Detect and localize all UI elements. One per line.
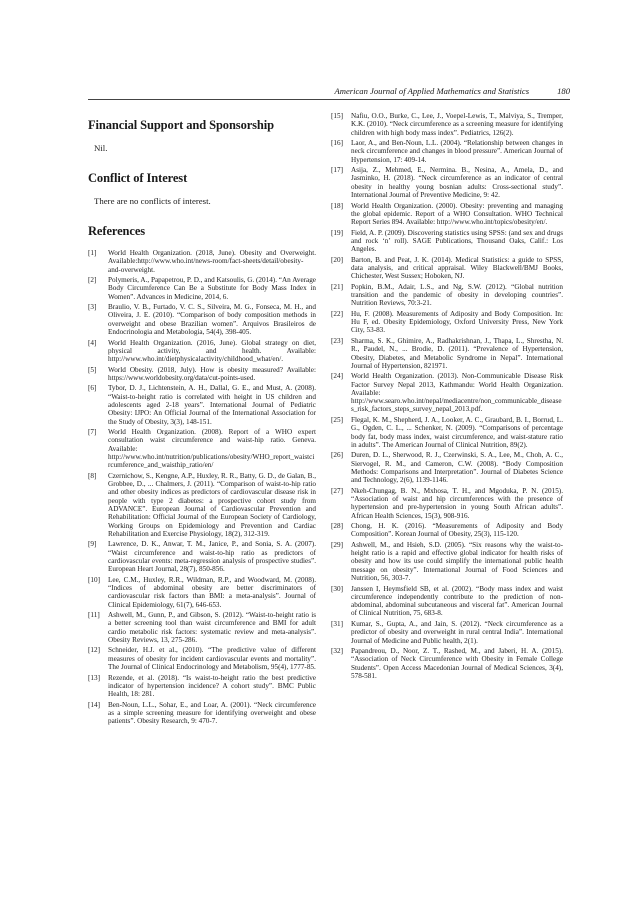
reference-item [88, 303, 316, 336]
reference-text: Rezende, et al. (2018). “Is waist-to-height ratio the best predictive indicator of hypertension incidence? A cohort study”. BMC Public Health, 18: 281. [108, 673, 316, 699]
reference-item [88, 576, 316, 609]
reference-item [331, 585, 563, 618]
reference-number: [11] [88, 611, 100, 620]
reference-item [331, 166, 563, 199]
reference-item [88, 472, 316, 538]
left-column [88, 112, 316, 728]
reference-text: Lee, C.M., Huxley, R.R., Wildman, R.P., and Woodward, M. (2008). “Indices of abdominal obesity are better discriminators of cardiovascular risk factors than BMI: a meta-analysis”. Journal of Clinical Epidemiology, 61(7), 646-653. [108, 575, 316, 609]
reference-text: Janssen I, Heymsfield SB, et al. (2002). “Body mass index and waist circumference independently contribute to the prediction of non-abdominal, abdominal subcutaneous and visceral fat”. American Journal of Clinical Nutrition, 75, 683-8. [351, 584, 563, 618]
reference-text: Ashwell, M., and Hsieh, S.D. (2005). “Six reasons why the waist-to-height ratio is a rapid and effective global indicator for health risks of obesity and how its use could simplify the international public health message on obesity”. International Journal of Food Sciences and Nutrition, 56, 303-7. [351, 540, 563, 583]
journal-title: American Journal of Applied Mathematics and Statistics [334, 86, 530, 96]
financial-text: Nil. [94, 143, 108, 153]
conflict-heading: Conflict of Interest [88, 171, 188, 185]
reference-item [331, 112, 563, 137]
reference-item [331, 139, 563, 164]
reference-number: [23] [331, 336, 343, 345]
reference-number: [28] [331, 522, 343, 531]
reference-item [331, 487, 563, 520]
reference-item [331, 522, 563, 539]
reference-text: Barton, B. and Peat, J. K. (2014). Medical Statistics: a guide to SPSS, data analysis, and critical appraisal. Wiley Blackwell/BMJ Books, Chichester, West Sussex; Hoboken, NJ. [351, 255, 563, 281]
reference-number: [13] [88, 673, 100, 682]
reference-item [88, 384, 316, 425]
reference-number: [20] [331, 255, 343, 264]
reference-item [88, 428, 316, 469]
reference-text: World Obesity. (2018, July). How is obesity measured? Available: https://www.worldobesity.org/data/cut-points-used. [108, 365, 316, 382]
reference-text: Nkeh-Chungag, B. N., Mxhosa, T. H., and Mgoduka, P. N. (2015). “Association of waist and hip circumferences with the presence of hypertension and pre-hypertension in young South African adults”. African Health Sciences, 15(3), 908-916. [351, 486, 563, 520]
reference-text: Duren, D. L., Sherwood, R. J., Czerwinski, S. A., Lee, M., Choh, A. C., Siervogel, R. M., and Cameron, C.W. (2008). “Body Composition Methods: Comparisons and Interpretation”. Journal of Diabetes Science and Technology, 2(6), 1139-1146. [351, 451, 563, 485]
reference-number: [26] [331, 451, 343, 460]
page-number: 180 [557, 86, 570, 96]
reference-item [331, 310, 563, 335]
reference-text: Braulio, V. B., Furtado, V. C. S., Silveira, M. G., Fonseca, M. H., and Oliveira, J. E. (2010). “Comparison of body composition methods in overweight and obese Brazilian women”. Arquivos Brasileiros de Endocrinologia and Metabologia, 54(4), 398-405. [108, 303, 316, 337]
reference-number: [22] [331, 309, 343, 318]
reference-item [331, 202, 563, 227]
reference-number: [21] [331, 282, 343, 291]
reference-item [331, 541, 563, 582]
reference-text: World Health Organization. (2000). Obesity: preventing and managing the global epidemic. Report of a WHO Consultation. WHO Technical Report Series 894. Available: http://www.who.int/topics/obesity/en/. [351, 201, 563, 227]
reference-text: Field, A. P. (2009). Discovering statistics using SPSS: (and sex and drugs and rock ‘n’ roll). SAGE Publications, Thousand Oaks, Calif.: Los Angeles. [351, 228, 563, 254]
reference-number: [12] [88, 646, 100, 655]
reference-text: Polymeris, A., Papapetrou, P. D., and Katsoulis, G. (2014). “An Average Body Circumference Can Be a Substitute for Body Mass Index in Women”. Advances in Medicine, 2014, 6. [108, 276, 316, 301]
reference-item [88, 249, 316, 274]
reference-number: [31] [331, 619, 343, 628]
conflict-text: There are no conflicts of interest. [94, 196, 211, 206]
reference-number: [15] [331, 112, 343, 120]
reference-text: Papandreou, D., Noor, Z. T., Rashed, M., and Jaberi, H. A. (2015). “Association of Neck Circumference with Obesity in Female College Students”. Open Access Macedonian Journal of Medical Sciences, 3(4), 578-581. [351, 647, 563, 680]
reference-item [88, 540, 316, 573]
reference-number: [14] [88, 700, 100, 709]
reference-number: [29] [331, 540, 343, 549]
reference-text: World Health Organization. (2018, June). Obesity and Overweight. Available:http://www.who.int/news-room/fact-sheets/detail/obesity-and-overweight. [108, 249, 316, 274]
reference-number: [4] [88, 338, 97, 347]
reference-text: Ben-Noun, L.L., Sohar, E., and Loar, A. (2001). “Neck circumference as a simple screening measure for identifying overweight and obese patients”. Obesity Research, 9: 470-7. [108, 700, 316, 726]
reference-number: [30] [331, 584, 343, 593]
reference-text: Chong, H. K. (2016). “Measurements of Adiposity and Body Composition”. Korean Journal of Obesity, 25(3), 115-120. [351, 522, 563, 539]
reference-item [331, 416, 563, 449]
reference-number: [6] [88, 384, 97, 393]
reference-item [88, 366, 316, 383]
reference-number: [3] [88, 303, 97, 312]
reference-item [88, 701, 316, 726]
reference-item [331, 620, 563, 645]
running-header [228, 86, 570, 96]
reference-number: [10] [88, 575, 100, 584]
reference-number: [25] [331, 415, 343, 424]
reference-text: Czernichow, S., Kengne, A.P., Huxley, R. R., Batty, G. D., de Galan, B., Grobbee, D., ... Chalmers, J. (2011). “Comparison of waist-to-hip ratio and other obesity indices as predictors of cardiovascular disease risk in people with type 2 diabetes: a prospective cohort study from ADVANCE”. European Journal of Cardiovascular Prevention and Rehabilitation: Official Journal of the European Society of Cardiology, Working Groups on Epidemiology and Prevention and Cardiac Rehabilitation and Exercise Physiology, 18(2), 312-319. [108, 471, 316, 538]
reference-number: [1] [88, 249, 97, 257]
reference-number: [32] [331, 647, 343, 655]
reference-item [331, 337, 563, 370]
reference-number: [18] [331, 201, 343, 210]
financial-heading: Financial Support and Sponsorship [88, 118, 275, 132]
reference-item [88, 674, 316, 699]
reference-text: World Health Organization. (2008). Report of a WHO expert consultation waist circumference and waist-hip ratio. Geneva. Available: http://www.who.int/nutrition/publications/obesity/WHO_report_waistcircumference_and_waisthip_ratio/en/ [108, 428, 316, 470]
reference-number: [2] [88, 276, 97, 285]
reference-text: World Health Organization. (2013). Non-Communicable Disease Risk Factor Survey Nepal 2013, Kathmandu: World Health Organization. Available: http://www.searo.who.int/nepal/mediacentre/non_communicable_diseases_risk_factors_steps_survey_nepal_2013.pdf. [351, 372, 563, 414]
reference-text: Flegal, K. M., Shepherd, J. A., Looker, A. C., Graubard, B. I., Borrud, L. G., Ogden, C. L., ... Schenker, N. (2009). “Comparisons of percentage body fat, body mass index, waist circumference, and waist-stature ratio in adults”. The American Journal of Clinical Nutrition, 89(2). [351, 415, 563, 449]
reference-number: [16] [331, 139, 343, 148]
reference-text: Ashwell, M., Gunn, P., and Gibson, S. (2012). “Waist-to-height ratio is a better screening tool than waist circumference and BMI for adult cardio metabolic risk factors: systematic review and meta-analysis”. Obesity Reviews, 13, 275-286. [108, 611, 316, 644]
reference-item [88, 611, 316, 644]
reference-number: [27] [331, 486, 343, 495]
reference-item [88, 276, 316, 301]
reference-text: Hu, F. (2008). Measurements of Adiposity and Body Composition. In: Hu F, ed. Obesity Epidemiology, Oxford University Press, New York City, 53-83. [351, 309, 563, 335]
reference-text: Lawrence, D. K., Anwar, T. M., Janice, P., and Sonia, S. A. (2007). “Waist circumference and waist-to-hip ratio as predictors of cardiovascular events: meta-regression analysis of prospective studies”. European Heart Journal, 28(7), 850-856. [108, 540, 316, 574]
reference-number: [19] [331, 228, 343, 237]
reference-item [331, 229, 563, 254]
reference-item [331, 283, 563, 308]
reference-item [331, 256, 563, 281]
reference-text: Laor, A., and Ben-Noun, L.L. (2004). “Relationship between changes in neck circumference and changes in blood pressure”. American Journal of Hypertension, 17: 409-14. [351, 139, 563, 164]
reference-text: World Health Organization. (2016, June). Global strategy on diet, physical activity, and health. Available: http://www.who.int/dietphysicalactivity/childhood_what/en/. [108, 338, 316, 364]
reference-text: Popkin, B.M., Adair, L.S., and Ng, S.W. (2012). “Global nutrition transition and the pandemic of obesity in developing countries”. Nutrition Reviews, 70:3-21. [351, 282, 563, 308]
reference-item [331, 647, 563, 680]
reference-item [88, 646, 316, 671]
reference-number: [8] [88, 471, 97, 480]
reference-text: Schneider, H.J. et al., (2010). “The predictive value of different measures of obesity for incident cardiovascular events and mortality”. The Journal of Clinical Endocrinology and Metabolism, 95(4), 1777-85. [108, 646, 316, 672]
reference-text: Tybor, D. J., Lichtenstein, A. H., Dallal, G. E., and Must, A. (2008). “Waist-to-height ratio is correlated with height in US children and adolescents aged 2-18 years”. International Journal of Pediatric Obesity: IJPO: An Official Journal of the International Association for the Study of Obesity, 3(3), 148-151. [108, 384, 316, 426]
reference-number: [24] [331, 372, 343, 381]
reference-text: Sharma, S. K., Ghimire, A., Radhakrishnan, J., Thapa, L., Shrestha, N. R., Paudel, N., ... Brodie, D. (2011). “Prevalence of Hypertension, Obesity, Diabetes, and Metabolic Syndrome in Nepal”. International Journal of Hypertension, 821971. [351, 336, 563, 370]
reference-number: [17] [331, 166, 343, 175]
reference-number: [7] [88, 428, 97, 437]
reference-text: Kumar, S., Gupta, A., and Jain, S. (2012). “Neck circumference as a predictor of obesity and overweight in rural central India”. International Journal of Medicine and Public health, 2(1). [351, 619, 563, 645]
reference-item [331, 372, 563, 413]
reference-list-left [88, 249, 316, 725]
reference-item [88, 339, 316, 364]
header-rule [88, 99, 570, 100]
reference-text: Nafiu, O.O., Burke, C., Lee, J., Voepel-Lewis, T., Malviya, S., Tremper, K.K. (2010). “Neck circumference as a screening measure for identifying children with high body mass index”. Pediatrics, 126(2). [351, 112, 563, 137]
reference-number: [5] [88, 365, 97, 374]
references-heading: References [88, 224, 146, 238]
reference-number: [9] [88, 540, 97, 549]
reference-list-right [331, 112, 563, 680]
reference-text: Asija, Z., Mehmed, E., Nermina. B., Nesina, A., Amela, D., and Jasminko, H. (2018). “Neck circumference as an indicator of central obesity in healthy young bosnian adults: Cross-sectional study”. International Journal of Preventive Medicine, 9: 42. [351, 166, 563, 200]
right-column [331, 112, 563, 682]
reference-item [331, 451, 563, 484]
